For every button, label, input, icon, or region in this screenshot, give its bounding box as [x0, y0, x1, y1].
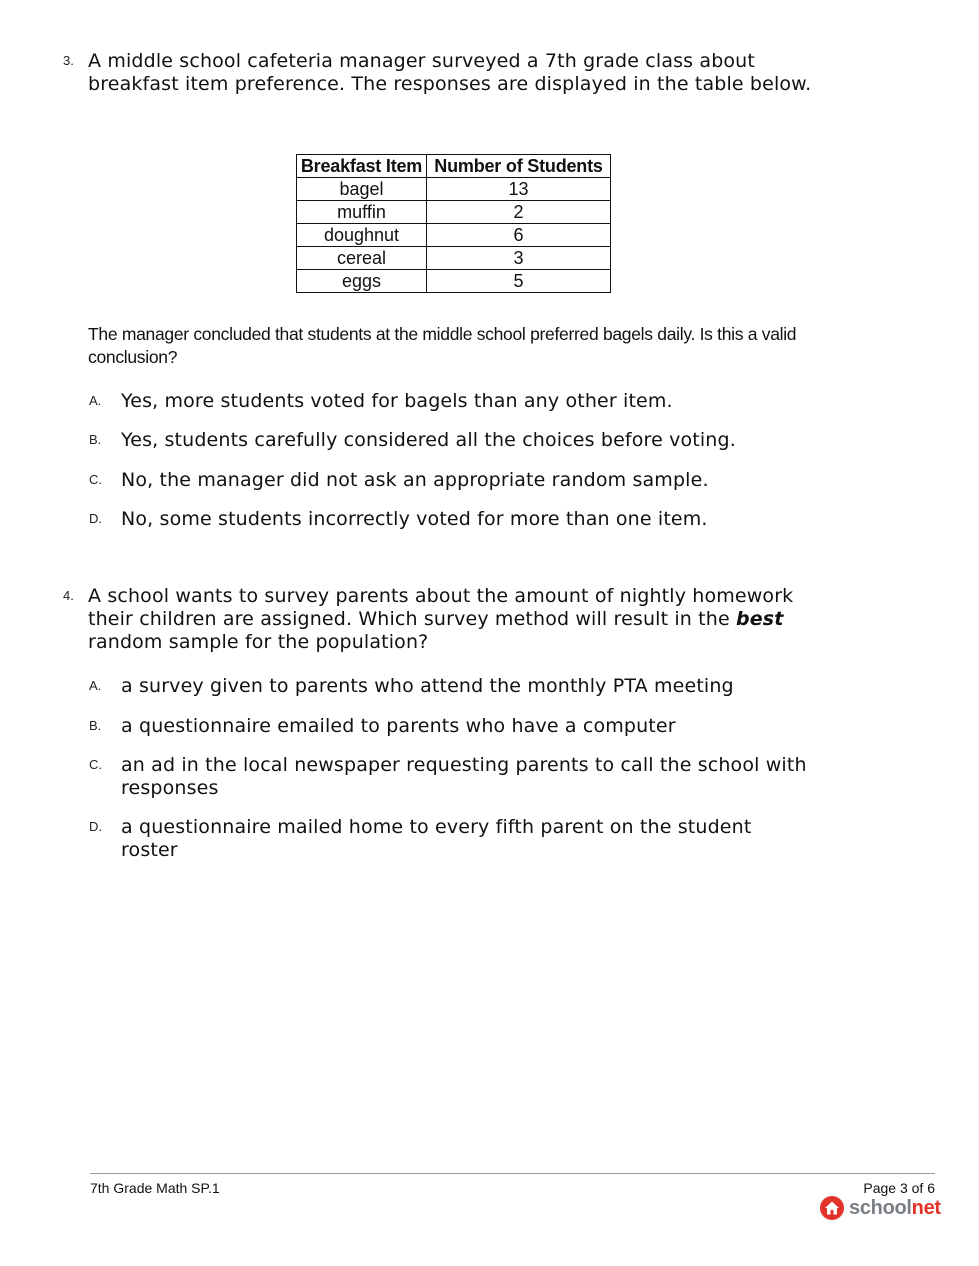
logo-text-net: net: [911, 1196, 941, 1219]
question-prompt: The manager concluded that students at the middle school preferred bagels daily. Is this a valid conclusion?: [88, 324, 797, 367]
table-cell-item: bagel: [297, 178, 427, 201]
table-row: [297, 178, 611, 201]
choice-letter: B.: [89, 718, 102, 733]
choice-text: an ad in the local newspaper requesting parents to call the school with responses: [121, 754, 807, 799]
stem-text-before: A school wants to survey parents about the amount of nightly homework their children are assigned. Which survey method will result in the: [88, 585, 794, 630]
choice-text: a questionnaire mailed home to every fifth parent on the student roster: [121, 816, 752, 861]
choice-letter: D.: [89, 511, 102, 526]
table-header-row: [297, 155, 611, 178]
table-cell-item: cereal: [297, 247, 427, 270]
logo-text-school: school: [849, 1196, 912, 1219]
choice-text: a survey given to parents who attend the monthly PTA meeting: [121, 675, 734, 697]
choice-text: Yes, students carefully considered all the choices before voting.: [121, 429, 736, 451]
choice-text: No, the manager did not ask an appropriate random sample.: [121, 469, 709, 491]
table-row: [297, 201, 611, 224]
schoolnet-logo: [820, 1195, 941, 1221]
table-row: [297, 270, 611, 293]
stem-emphasis: best: [736, 608, 784, 630]
table-cell-item: doughnut: [297, 224, 427, 247]
house-icon: [820, 1196, 844, 1220]
choice-letter: D.: [89, 819, 102, 834]
table-cell-item: muffin: [297, 201, 427, 224]
choice-text: a questionnaire emailed to parents who have a computer: [121, 715, 676, 737]
footer-divider: [90, 1173, 935, 1174]
choice-text: No, some students incorrectly voted for more than one item.: [121, 508, 708, 530]
table-cell-item: eggs: [297, 270, 427, 293]
table-header-item: Breakfast Item: [297, 155, 427, 178]
page-number: Page 3 of 6: [863, 1180, 935, 1196]
breakfast-table: [296, 154, 611, 293]
table-cell-count: 2: [427, 201, 611, 224]
table-cell-count: 3: [427, 247, 611, 270]
footer-title: 7th Grade Math SP.1: [90, 1180, 220, 1196]
choice-text: Yes, more students voted for bagels than any other item.: [121, 390, 673, 412]
question-stem: A middle school cafeteria manager surveyed a 7th grade class about breakfast item preference. The responses are displayed in the table below.: [88, 50, 812, 95]
choice-letter: A.: [89, 678, 102, 693]
choice-letter: A.: [89, 393, 102, 408]
stem-text-after: random sample for the population?: [88, 631, 429, 653]
choice-letter: C.: [89, 757, 102, 772]
table-row: [297, 247, 611, 270]
question-number: 3.: [63, 53, 74, 68]
table-header-count: Number of Students: [427, 155, 611, 178]
question-number: 4.: [63, 588, 74, 603]
table-cell-count: 6: [427, 224, 611, 247]
table-cell-count: 13: [427, 178, 611, 201]
table-cell-count: 5: [427, 270, 611, 293]
choice-letter: B.: [89, 432, 102, 447]
choice-letter: C.: [89, 472, 102, 487]
question-stem: [88, 585, 818, 654]
table-row: [297, 224, 611, 247]
